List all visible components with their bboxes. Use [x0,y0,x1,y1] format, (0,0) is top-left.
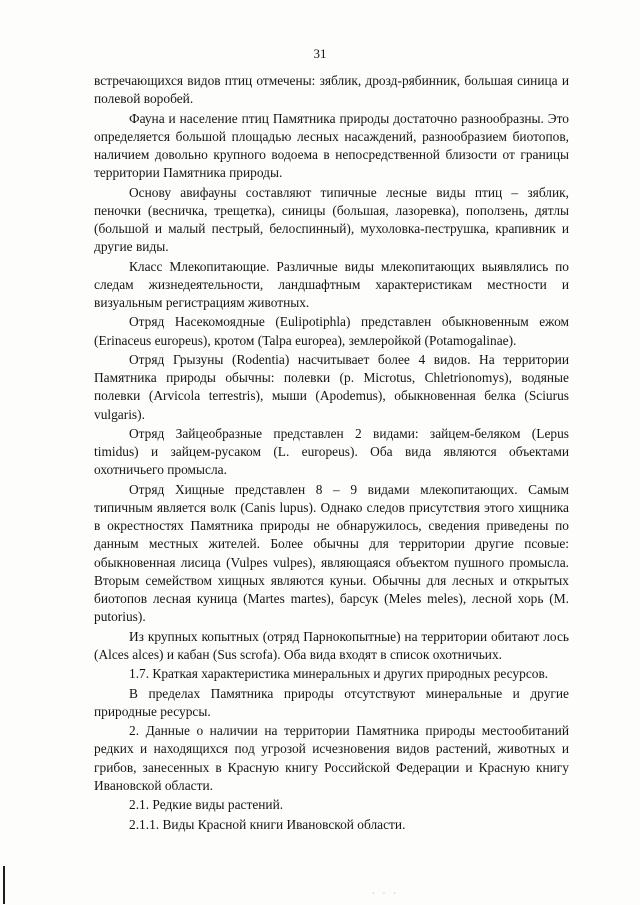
paragraph-carnivores: Отряд Хищные представлен 8 – 9 видами млекопитающих. Самым типичным является волк (Canis lupus). Однако следов присутствия этого хищника в окрестностях Памятника природы не обнаружилось, сведения приведены по данным местных жителей. Более обычны для территории другие псовые: обыкновенная лисица (Vulpes vulpes), являющаяся объектом пушного промысла. Вторым семейством хищных являются куньи. Обычны для лесных и открытых биотопов лесная куница (Martes martes), барсук (Meles meles), лесной хорь (M. putorius). [94,481,569,625]
paragraph-mineral-resources: В пределах Памятника природы отсутствуют минеральные и другие природные ресурсы. [94,685,569,719]
paragraph-lagomorphs: Отряд Зайцеобразные представлен 2 видами: зайцем-беляком (Lepus timidus) и зайцем-русаком (L. europeus). Оба вида являются объектами охотничьего промысла. [94,425,569,478]
paragraph-birds-continued: встречающихся видов птиц отмечены: зяблик, дрозд-рябинник, большая синица и полевой воробей. [94,73,569,107]
scan-speckle: · · · [372,889,399,898]
scan-edge-mark [3,866,5,904]
page-number: 31 [313,46,327,61]
document-body [94,72,569,835]
paragraph-mammals-class: Класс Млекопитающие. Различные виды млекопитающих выявлялись по следам жизнедеятельности, ландшафтным характеристикам местности и визуальным регистрациям животных. [94,258,569,310]
paragraph-ungulates: Из крупных копытных (отряд Парнокопытные) на территории обитают лось (Alces alces) и кабан (Sus scrofa). Оба вида входят в список охотничьих. [94,628,569,662]
paragraph-bird-fauna: Фауна и население птиц Памятника природы достаточно разнообразны. Это определяется большой площадью лесных насаждений, разнообразием биотопов, наличием довольно крупного водоема в непосредственной близости от границы территории Памятника природы. [94,110,569,181]
section-heading-mineral-resources: 1.7. Краткая характеристика минеральных и других природных ресурсов. [129,666,549,682]
section-heading-rare-plants: 2.1. Редкие виды растений. [129,797,284,813]
paragraph-insectivores: Отряд Насекомоядные (Eulipotiphla) представлен обыкновенным ежом (Erinaceus europeus), кротом (Talpa europea), землеройкой (Potamogalinae). [94,314,569,348]
section-heading-ivanovo-red-book: 2.1.1. Виды Красной книги Ивановской области. [129,816,406,832]
paragraph-avifauna-basis: Основу авифауны составляют типичные лесные виды птиц – зяблик, пеночки (весничка, трещетка), синицы (большая, лазоревка), поползень, дятлы (большой и малый пестрый, белоспинный), мухоловка-пеструшка, крапивник и другие виды. [94,184,569,255]
section-heading-red-book: 2. Данные о наличии на территории Памятника природы местообитаний редких и находящихся под угрозой исчезновения видов растений, животных и грибов, занесенных в Красную книгу Российской Федерации и Красную книгу Ивановской области. [94,723,569,793]
paragraph-rodents: Отряд Грызуны (Rodentia) насчитывает более 4 видов. На территории Памятника природы обычны: полевки (р. Microtus, Chletrionomys), водяные полевки (Arvicola terrestris), мыши (Apodemus), обыкновенная белка (Sciurus vulgaris). [94,351,569,422]
